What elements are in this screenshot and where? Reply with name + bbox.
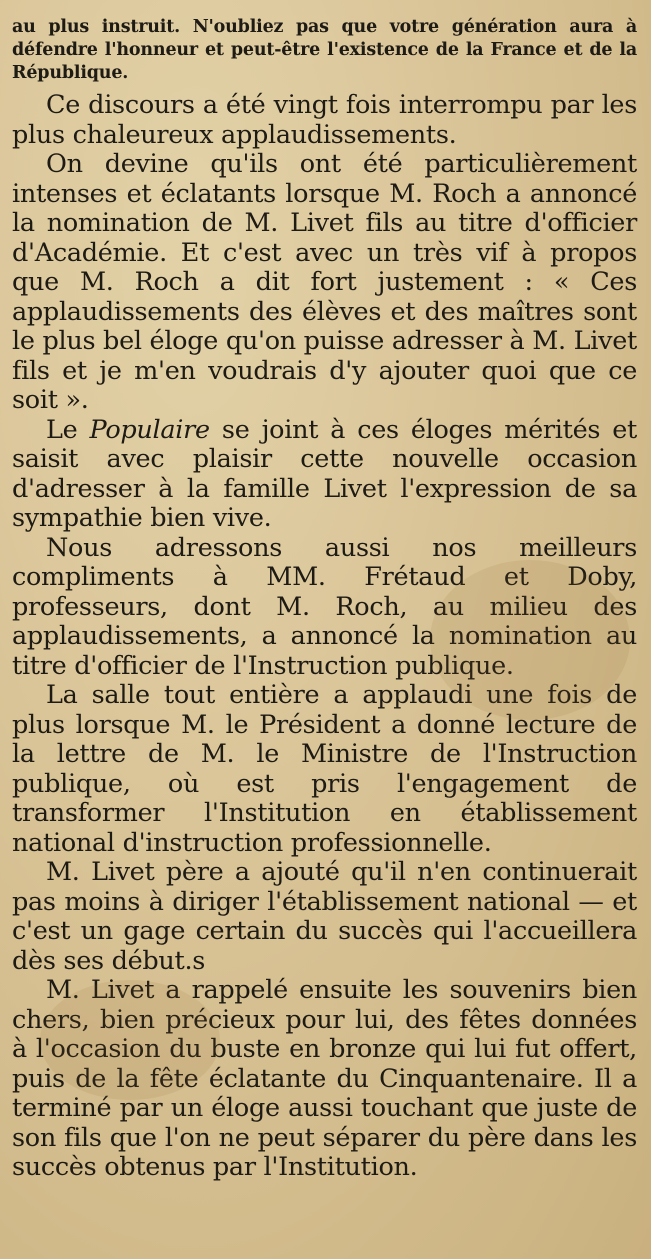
paragraph-3-after: se joint à ces éloges mérités et saisit avec plaisir cette nouvelle occasion d'adresser à la famille Livet l'expression de sa sympathie bien vive. — [12, 414, 637, 533]
newspaper-name: Populaire — [89, 414, 210, 445]
article-paragraph-1: Ce discours a été vingt fois interrompu par les plus chaleureux applaudissements. — [12, 90, 637, 150]
article-lead: au plus instruit. N'oubliez pas que votre génération aura à défendre l'honneur et peut-être l'existence de la France et de la République. — [12, 17, 637, 83]
article-paragraph-6: M. Livet père a ajouté qu'il n'en continuerait pas moins à diriger l'établissement national — et c'est un gage certain du succès qui l'accueillera dès ses début.s — [12, 857, 637, 976]
article-paragraph-3 — [12, 416, 637, 534]
paragraph-3-before: Le — [46, 414, 90, 445]
article-paragraph-4: Nous adressons aussi nos meilleurs compliments à MM. Frétaud et Doby, professeurs, dont M. Roch, au milieu des applaudissements, a annoncé la nomination au titre d'officier de l'Instruction publique. — [12, 532, 637, 681]
article-paragraph-7: M. Livet a rappelé ensuite les souvenirs bien chers, bien précieux pour lui, des fêtes données à l'occasion du buste en bronze qui lui fut offert, puis de la fête éclatante du Cinquantenaire. Il a terminé par un éloge aussi touchant que juste de son fils que l'on ne peut séparer du père dans les succès obtenus par l'Institution. — [12, 975, 637, 1182]
article-paragraph-2: On devine qu'ils ont été particulièrement intenses et éclatants lorsque M. Roch a annoncé la nomination de M. Livet fils au titre d'officier d'Académie. Et c'est avec un très vif à propos que M. Roch a dit fort justement : « Ces applaudissements des élèves et des maîtres sont le plus bel éloge qu'on puisse adresser à M. Livet fils et je m'en voudrais d'y ajouter quoi que ce soit ». — [12, 149, 637, 415]
article-paragraph-5: La salle tout entière a applaudi une fois de plus lorsque M. le Président a donné lecture de la lettre de M. le Ministre de l'Instruction publique, où est pris l'engagement de transformer l'Institution en établissement national d'instruction professionnelle. — [12, 680, 637, 858]
